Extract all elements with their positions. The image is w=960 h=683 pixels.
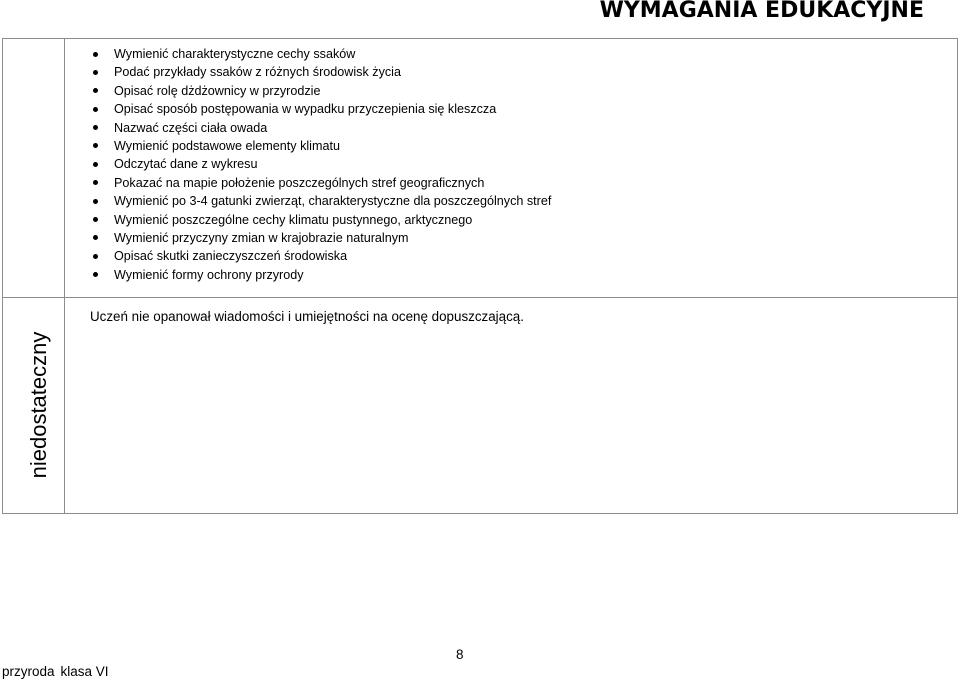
bullet-icon: [93, 199, 98, 204]
list-item: [76, 229, 551, 247]
requirement-text: Opisać rolę dżdżownicy w przyrodzie: [114, 83, 321, 98]
requirement-text: Opisać skutki zanieczyszczeń środowiska: [114, 249, 348, 264]
requirement-text: Wymienić formy ochrony przyrody: [114, 267, 304, 282]
bullet-icon: [93, 272, 98, 277]
footer: [2, 664, 109, 679]
requirement-text: Nazwać części ciała owada: [114, 120, 268, 135]
list-item: [76, 174, 551, 192]
list-item: [76, 155, 551, 173]
bullet-icon: [93, 70, 98, 75]
footer-subject: przyroda: [2, 664, 55, 679]
bullet-icon: [93, 217, 98, 222]
requirement-text: Odczytać dane z wykresu: [114, 157, 258, 172]
list-item: [76, 266, 551, 284]
bullet-icon: [93, 107, 98, 112]
bullet-icon: [93, 180, 98, 185]
list-item: [76, 63, 551, 81]
bullet-icon: [93, 88, 98, 93]
table-row-divider: [3, 297, 957, 298]
bullet-icon: [93, 254, 98, 259]
bullet-icon: [93, 162, 98, 167]
requirement-text: Wymienić przyczyny zmian w krajobrazie naturalnym: [114, 230, 409, 245]
grade-label: niedostateczny: [26, 331, 51, 479]
bullet-icon: [93, 143, 98, 148]
footer-class: klasa VI: [60, 664, 109, 679]
requirement-text: Wymienić po 3-4 gatunki zwierząt, charakterystyczne dla poszczególnych stref: [114, 194, 552, 209]
list-item: [76, 119, 551, 137]
requirement-text: Podać przykłady ssaków z różnych środowisk życia: [114, 65, 401, 80]
requirement-text: Opisać sposób postępowania w wypadku przyczepienia się kleszcza: [114, 102, 497, 117]
page-title: WYMAGANIA EDUKACYJNE: [599, 0, 924, 23]
bullet-icon: [93, 235, 98, 240]
requirement-text: Wymienić charakterystyczne cechy ssaków: [114, 47, 356, 61]
requirement-text: Pokazać na mapie położenie poszczególnych stref geograficznych: [114, 175, 485, 190]
list-item: [76, 211, 551, 229]
list-item: [76, 192, 551, 210]
list-item: [76, 82, 551, 100]
list-item: [76, 100, 551, 118]
requirement-text: Wymienić poszczególne cechy klimatu pustynnego, arktycznego: [114, 212, 473, 227]
bullet-icon: [93, 125, 98, 130]
bullet-icon: [93, 52, 98, 57]
requirement-text: Wymienić podstawowe elementy klimatu: [114, 138, 340, 153]
grade-label-cell: [3, 297, 65, 513]
list-item: [76, 137, 551, 155]
grade-description: Uczeń nie opanował wiadomości i umiejętności na ocenę dopuszczającą.: [90, 309, 524, 324]
list-item: [76, 45, 551, 63]
page-number: 8: [456, 647, 464, 662]
requirements-list: [76, 45, 551, 284]
list-item: [76, 247, 551, 265]
